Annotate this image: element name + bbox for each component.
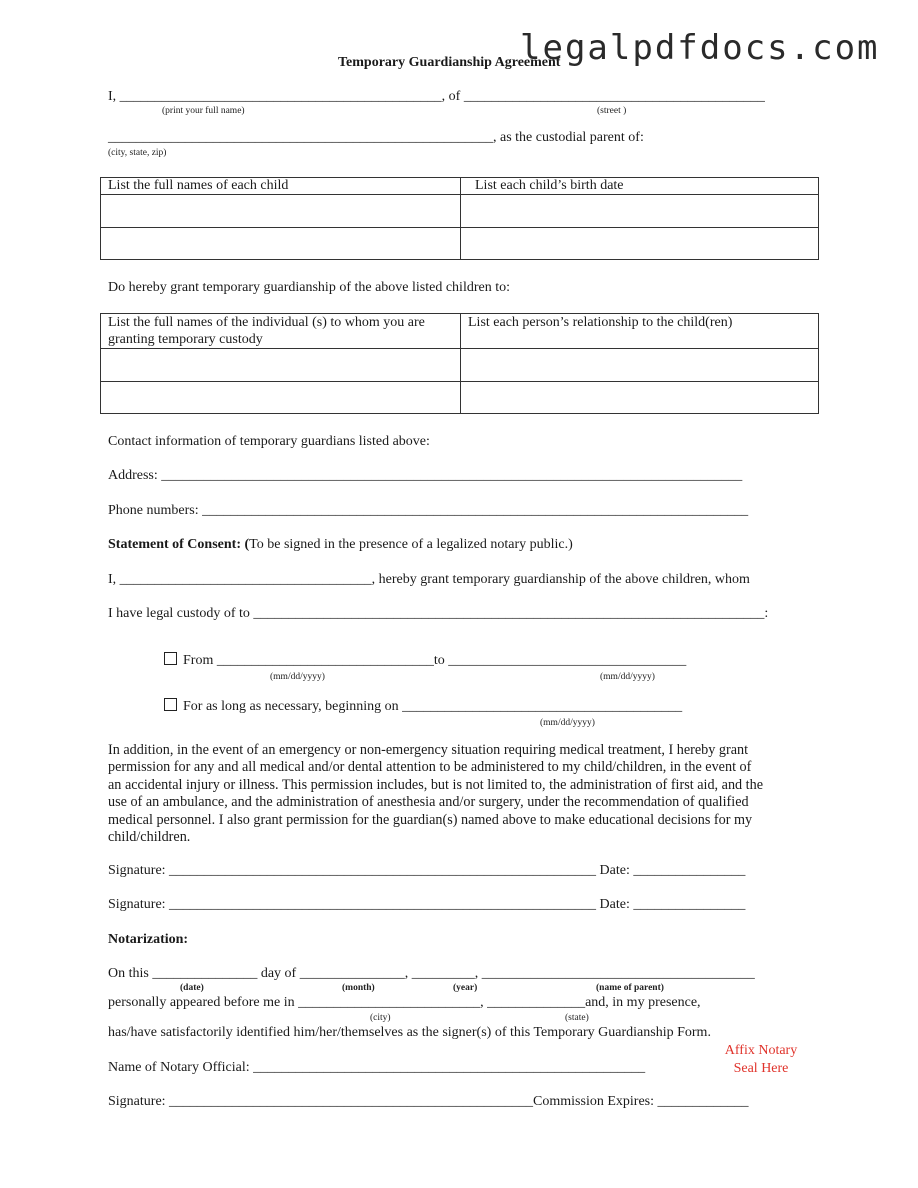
medical-line: medical personnel. I also grant permission for the guardian(s) named above to make educational decisions for my — [108, 811, 753, 828]
checkbox-icon[interactable] — [164, 652, 177, 665]
child-birthdate-cell[interactable] — [461, 228, 819, 260]
guardian-relationship-cell[interactable] — [461, 349, 819, 382]
caption-month: (month) — [342, 983, 375, 993]
medical-line: child/children. — [108, 829, 191, 846]
notarization-line-1[interactable]: On this _______________ day of _______________, _________, _______________________________________ — [108, 966, 755, 981]
grant-text: Do hereby grant temporary guardianship of the above listed children to: — [108, 280, 510, 295]
guardians-header-names-line1: List the full names of the individual (s) to whom you are — [108, 315, 425, 330]
option-from[interactable] — [164, 652, 686, 669]
parent-name-street-line[interactable]: I, ______________________________________________, of ___________________________________________ — [108, 89, 765, 104]
caption-street: (street ) — [597, 106, 627, 116]
option-long-text: For as long as necessary, beginning on ________________________________________ — [183, 699, 683, 714]
child-name-cell[interactable] — [101, 195, 461, 228]
caption-name-of-parent: (name of parent) — [596, 983, 664, 993]
caption-city-state-zip: (city, state, zip) — [108, 148, 167, 158]
children-header-birthdates: List each child’s birth date — [461, 178, 819, 195]
children-header-names: List the full names of each child — [101, 178, 461, 195]
notarization-line-3: has/have satisfactorily identified him/her/themselves as the signer(s) of this Temporary Guardianship Form. — [108, 1025, 711, 1040]
caption-date: (date) — [180, 983, 204, 993]
medical-paragraph — [108, 742, 808, 846]
children-table — [100, 177, 819, 260]
caption-beginning-date: (mm/dd/yyyy) — [540, 718, 595, 728]
notarization-line-2[interactable]: personally appeared before me in __________________________, ______________and, in my presence, — [108, 995, 701, 1010]
caption-full-name: (print your full name) — [162, 106, 245, 116]
guardians-header-names-line2: granting temporary custody — [108, 332, 263, 347]
caption-year: (year) — [453, 983, 478, 993]
signature-line-2[interactable]: Signature: _____________________________________________________________ Date: ________________ — [108, 897, 746, 912]
medical-line: an accidental injury or illness. This permission includes, but is not limited to, the administration of first aid, and the — [108, 776, 764, 793]
seal-line-2: Seal Here — [733, 1060, 789, 1076]
guardian-name-cell[interactable] — [101, 382, 461, 414]
consent-heading — [108, 537, 573, 553]
option-long[interactable] — [164, 698, 682, 715]
caption-to-date: (mm/dd/yyyy) — [600, 672, 655, 682]
guardian-relationship-cell[interactable] — [461, 382, 819, 414]
consent-heading-rest: To be signed in the presence of a legalized notary public.) — [249, 537, 573, 552]
option-from-text: From _______________________________to __________________________________ — [183, 653, 687, 668]
consent-heading-bold: Statement of Consent: ( — [108, 537, 250, 552]
medical-line: use of an ambulance, and the administration of anesthesia and/or surgery, under the recommendation of qualified — [108, 794, 749, 811]
guardians-table — [100, 313, 819, 414]
address-field[interactable]: Address: ___________________________________________________________________________________ — [108, 468, 743, 483]
checkbox-icon[interactable] — [164, 698, 177, 711]
watermark: legalpdfdocs.com — [520, 28, 880, 68]
caption-from-date: (mm/dd/yyyy) — [270, 672, 325, 682]
notary-signature-field[interactable]: Signature: ____________________________________________________Commission Expires: _____________ — [108, 1094, 749, 1109]
guardian-name-cell[interactable] — [101, 349, 461, 382]
page-title: Temporary Guardianship Agreement — [338, 55, 561, 70]
consent-line-2[interactable]: I have legal custody of to _________________________________________________________________________: — [108, 606, 769, 621]
caption-state: (state) — [565, 1013, 589, 1023]
medical-line: permission for any and all medical and/or dental attention to be administered to my child/children, in the event of — [108, 759, 752, 776]
child-name-cell[interactable] — [101, 228, 461, 260]
signature-line-1[interactable]: Signature: _____________________________________________________________ Date: ________________ — [108, 863, 746, 878]
notary-name-field[interactable]: Name of Notary Official: ________________________________________________________ — [108, 1060, 646, 1075]
seal-line-1: Affix Notary — [724, 1043, 798, 1058]
notarization-heading: Notarization: — [108, 932, 189, 947]
city-state-zip-line[interactable]: _______________________________________________________, as the custodial parent of: — [108, 130, 644, 145]
medical-line: In addition, in the event of an emergency or non-emergency situation requiring medical treatment, I hereby grant — [108, 742, 749, 758]
guardians-header-relationship: List each person’s relationship to the child(ren) — [461, 314, 819, 349]
phone-field[interactable]: Phone numbers: ______________________________________________________________________________ — [108, 503, 749, 518]
notary-seal-placeholder — [718, 1042, 804, 1077]
caption-city: (city) — [370, 1013, 391, 1023]
child-birthdate-cell[interactable] — [461, 195, 819, 228]
consent-line-1[interactable]: I, ____________________________________, hereby grant temporary guardianship of the above children, whom — [108, 572, 750, 587]
contact-heading: Contact information of temporary guardians listed above: — [108, 434, 430, 449]
guardians-header-names — [101, 314, 461, 349]
